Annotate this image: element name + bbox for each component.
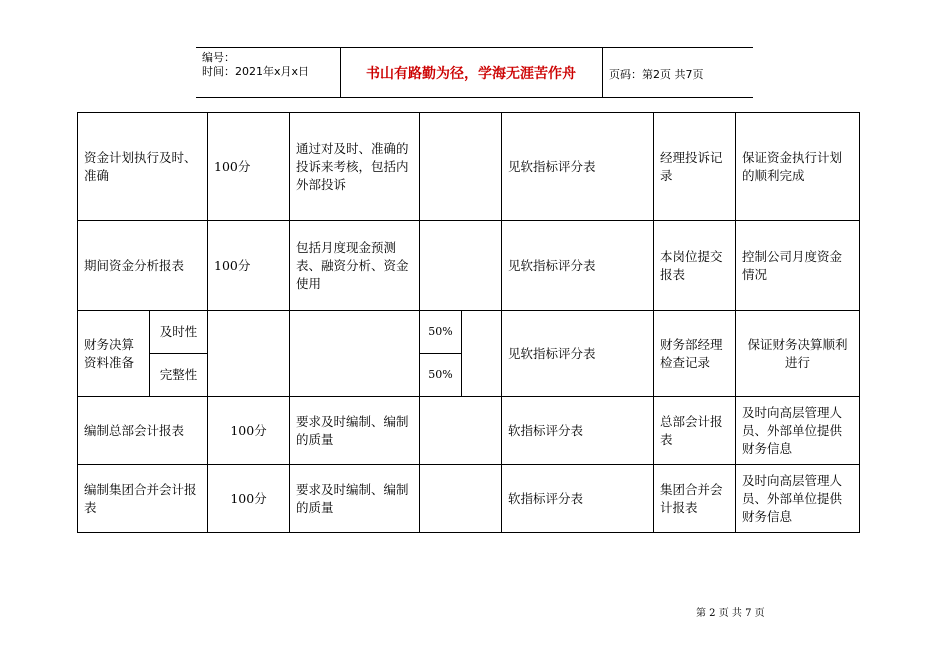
kpi-item: 编制集团合并会计报表 (78, 465, 208, 533)
kpi-purpose: 及时向高层管理人员、外部单位提供财务信息 (736, 397, 860, 465)
kpi-description: 要求及时编制、编制的质量 (290, 397, 420, 465)
kpi-item: 资金计划执行及时、准确 (78, 113, 208, 221)
kpi-description: 通过对及时、准确的投诉来考核，包括内外部投诉 (290, 113, 420, 221)
kpi-weight (420, 465, 502, 533)
header-page-number: 页码：第2页 共7页 (609, 68, 704, 81)
kpi-purpose: 及时向高层管理人员、外部单位提供财务信息 (736, 465, 860, 533)
kpi-description: 要求及时编制、编制的质量 (290, 465, 420, 533)
kpi-source: 总部会计报表 (654, 397, 736, 465)
kpi-purpose: 保证资金执行计划的顺利完成 (736, 113, 860, 221)
kpi-score (208, 311, 290, 397)
table-row (78, 311, 860, 354)
header-motto: 书山有路勤为径，学海无涯苦作舟 (366, 65, 576, 82)
page-header (196, 47, 753, 98)
kpi-purpose: 保证财务决算顺利进行 (736, 311, 860, 397)
kpi-weight: 50% (420, 354, 462, 397)
header-divider (602, 48, 603, 97)
document-number-label: 编号： (202, 51, 235, 64)
header-meta (202, 51, 309, 79)
kpi-item: 财务决算资料准备 (78, 311, 150, 397)
table-row (78, 221, 860, 311)
kpi-score: 100分 (208, 221, 290, 311)
table-row (78, 113, 860, 221)
kpi-source: 本岗位提交报表 (654, 221, 736, 311)
page-footer: 第 2 页 共 7 页 (696, 608, 765, 619)
kpi-method: 见软指标评分表 (502, 113, 654, 221)
kpi-score: 100分 (208, 465, 290, 533)
kpi-method: 软指标评分表 (502, 397, 654, 465)
kpi-weight (420, 113, 502, 221)
kpi-method: 见软指标评分表 (502, 221, 654, 311)
kpi-weight (420, 221, 502, 311)
kpi-weight-empty (462, 311, 502, 397)
kpi-item: 期间资金分析报表 (78, 221, 208, 311)
kpi-method: 见软指标评分表 (502, 311, 654, 397)
document-time-label: 时间：2021年x月x日 (202, 65, 310, 78)
kpi-source: 集团合并会计报表 (654, 465, 736, 533)
table-row (78, 465, 860, 533)
kpi-score: 100分 (208, 113, 290, 221)
kpi-description: 包括月度现金预测表、融资分析、资金使用 (290, 221, 420, 311)
kpi-weight (420, 397, 502, 465)
kpi-weight: 50% (420, 311, 462, 354)
kpi-score: 100分 (208, 397, 290, 465)
kpi-source: 经理投诉记录 (654, 113, 736, 221)
kpi-method: 软指标评分表 (502, 465, 654, 533)
kpi-purpose: 控制公司月度资金情况 (736, 221, 860, 311)
table-row (78, 397, 860, 465)
kpi-table (77, 112, 860, 533)
kpi-sub-item: 完整性 (150, 354, 208, 397)
kpi-description (290, 311, 420, 397)
kpi-source: 财务部经理检查记录 (654, 311, 736, 397)
kpi-item: 编制总部会计报表 (78, 397, 208, 465)
kpi-sub-item: 及时性 (150, 311, 208, 354)
